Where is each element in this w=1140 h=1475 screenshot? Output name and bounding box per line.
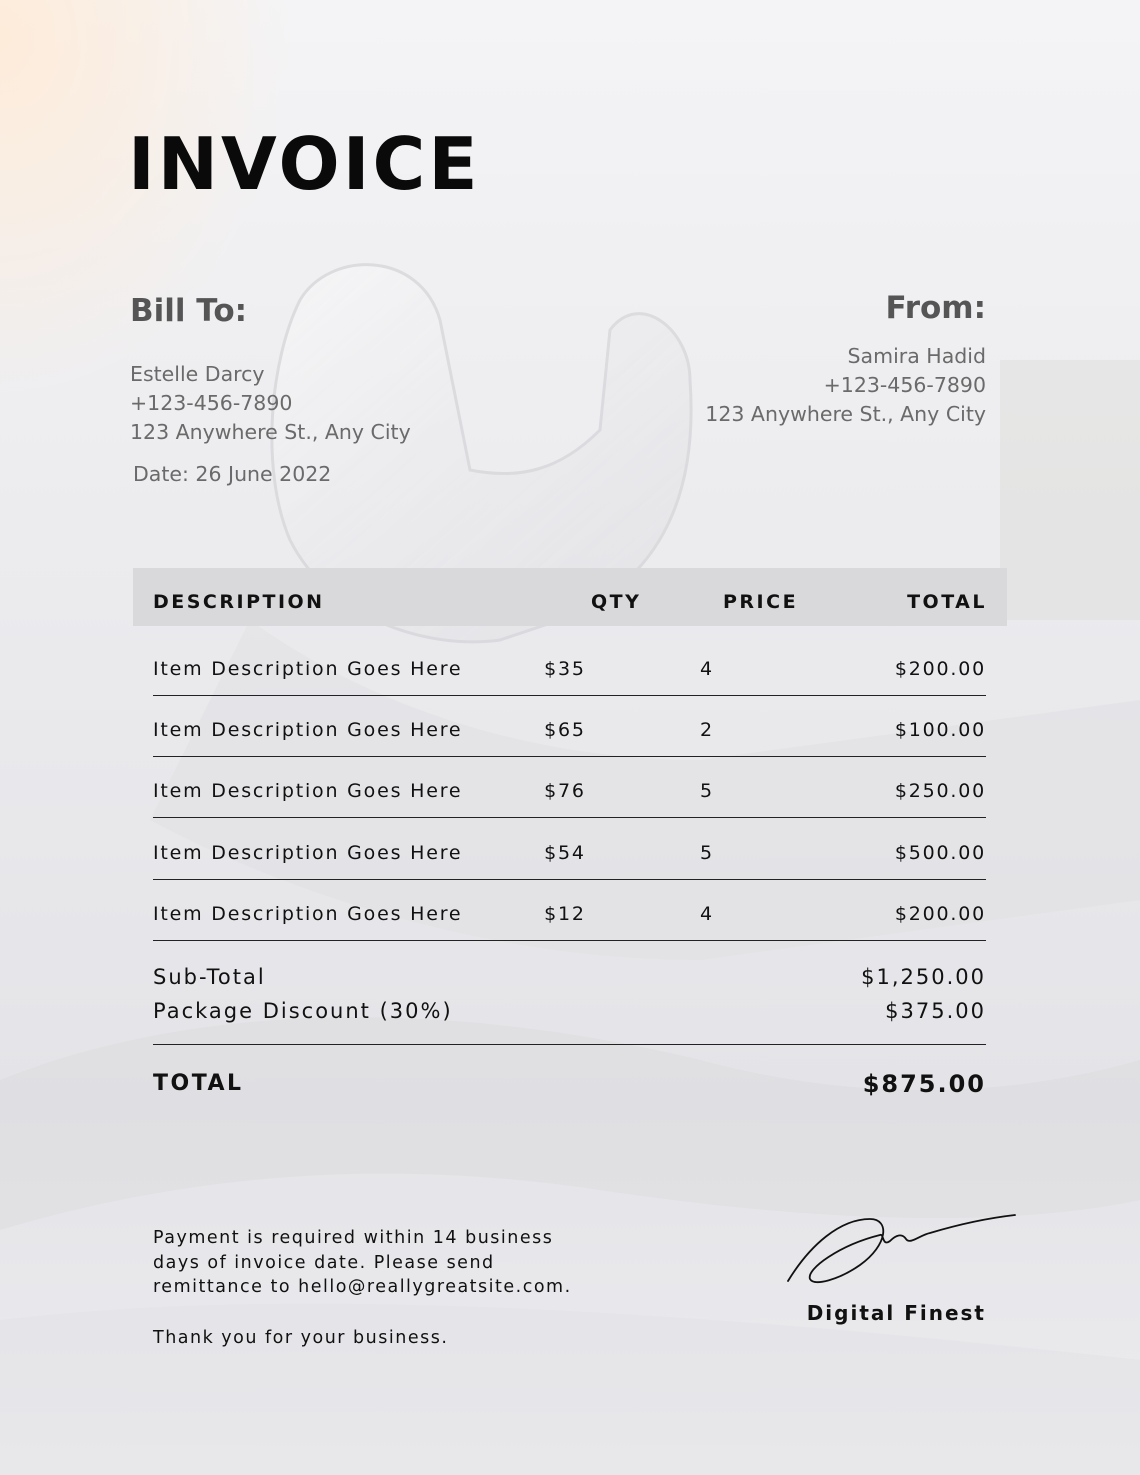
row-total: $200.00 <box>894 903 986 925</box>
table-row <box>153 634 986 696</box>
from-phone: +123-456-7890 <box>823 373 986 397</box>
table-header <box>133 568 1007 626</box>
row-qty: $65 <box>544 719 586 741</box>
row-description: Item Description Goes Here <box>153 658 463 680</box>
row-total: $200.00 <box>894 658 986 680</box>
header-total: TOTAL <box>907 591 987 613</box>
discount-line <box>153 999 986 1033</box>
grand-total-line <box>153 1068 986 1108</box>
row-qty: $12 <box>544 903 586 925</box>
discount-value: $375.00 <box>885 999 986 1023</box>
header-price: PRICE <box>723 591 799 613</box>
bill-to-phone: +123-456-7890 <box>130 391 293 415</box>
row-total: $100.00 <box>894 719 986 741</box>
row-qty: $76 <box>544 780 586 802</box>
row-price: 5 <box>700 842 714 864</box>
payment-note: Payment is required within 14 business days of invoice date. Please send remittance to hello@reallygreatsite.com. <box>153 1228 572 1297</box>
from-block <box>705 342 986 429</box>
bill-to-heading: Bill To: <box>130 293 248 329</box>
subtotal-label: Sub-Total <box>153 965 266 989</box>
row-total: $500.00 <box>894 842 986 864</box>
payment-note-block <box>153 1226 593 1350</box>
table-row <box>153 879 986 941</box>
bill-to-name: Estelle Darcy <box>130 362 265 386</box>
from-heading: From: <box>885 290 986 326</box>
summary-divider <box>153 1044 986 1045</box>
row-qty: $54 <box>544 842 586 864</box>
header-qty: QTY <box>591 591 642 613</box>
row-description: Item Description Goes Here <box>153 780 463 802</box>
company-name: Digital Finest <box>806 1301 986 1325</box>
row-description: Item Description Goes Here <box>153 719 463 741</box>
discount-label: Package Discount (30%) <box>153 999 453 1023</box>
subtotal-line <box>153 965 986 999</box>
signature-image <box>780 1205 1020 1295</box>
bill-to-block <box>130 360 411 447</box>
summary-block <box>153 965 986 1033</box>
row-description: Item Description Goes Here <box>153 842 463 864</box>
row-price: 4 <box>700 903 714 925</box>
row-qty: $35 <box>544 658 586 680</box>
from-address: 123 Anywhere St., Any City <box>705 402 986 426</box>
row-price: 2 <box>700 719 714 741</box>
row-price: 5 <box>700 780 714 802</box>
bill-to-address: 123 Anywhere St., Any City <box>130 420 411 444</box>
row-price: 4 <box>700 658 714 680</box>
table-row <box>153 695 986 757</box>
subtotal-value: $1,250.00 <box>861 965 986 989</box>
row-total: $250.00 <box>894 780 986 802</box>
invoice-date: Date: 26 June 2022 <box>133 462 332 486</box>
header-description: DESCRIPTION <box>153 591 325 613</box>
total-label: TOTAL <box>153 1071 244 1096</box>
thank-you-note: Thank you for your business. <box>153 1327 449 1348</box>
from-name: Samira Hadid <box>847 344 986 368</box>
total-value: $875.00 <box>862 1070 986 1098</box>
row-description: Item Description Goes Here <box>153 903 463 925</box>
invoice-title: INVOICE <box>128 122 481 206</box>
table-row <box>153 818 986 880</box>
table-row <box>153 756 986 818</box>
